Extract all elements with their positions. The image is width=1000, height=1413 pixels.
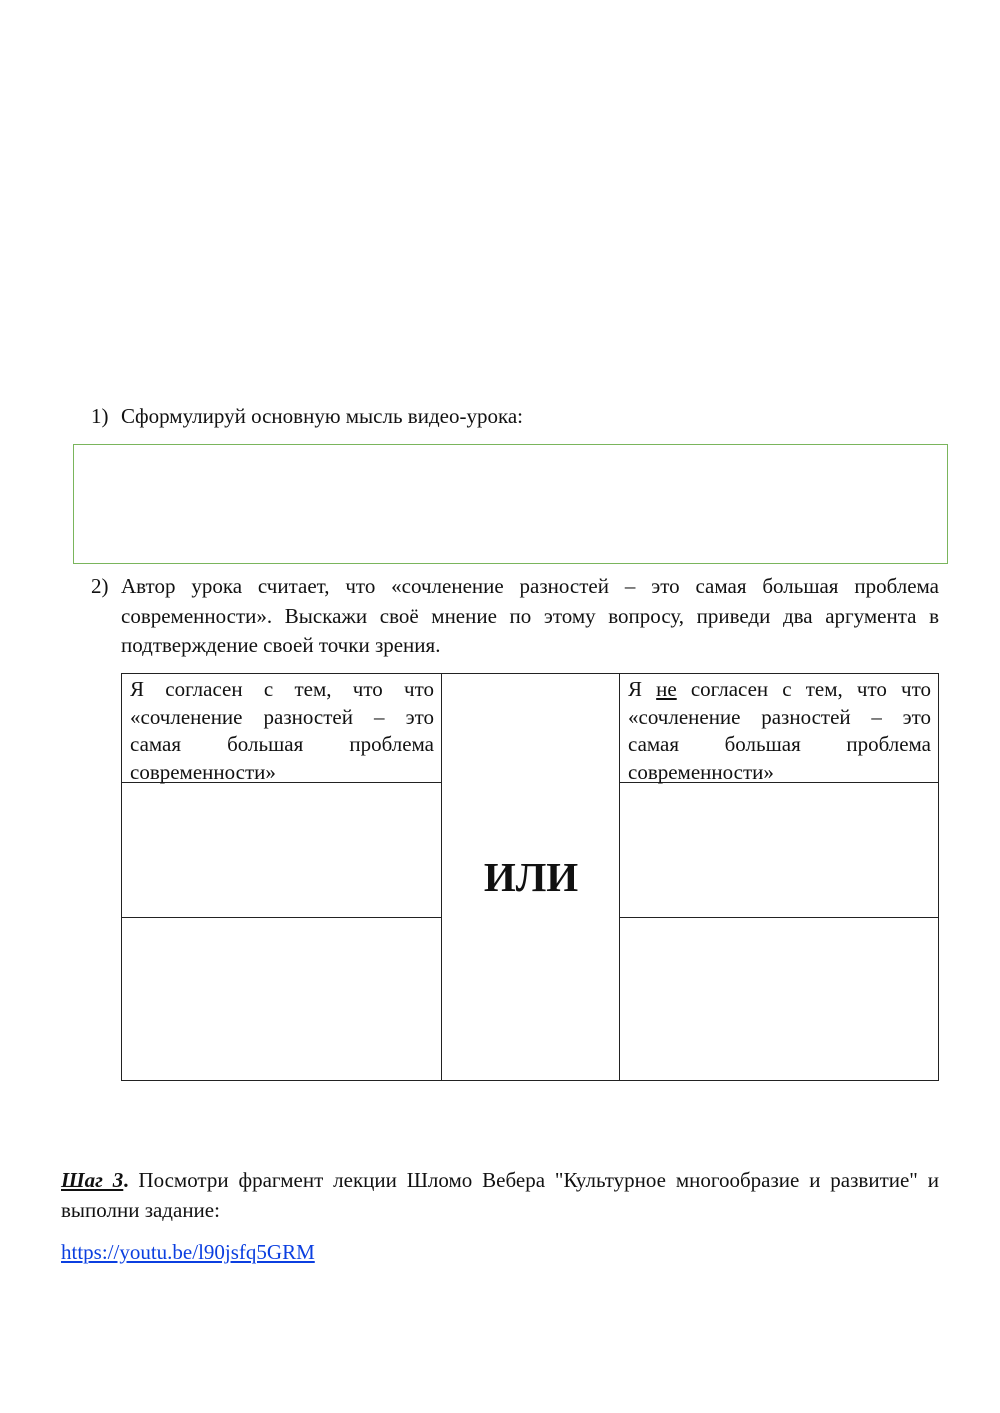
or-label: ИЛИ: [483, 854, 579, 900]
question-1-text: Сформулируй основную мысль видео-урока:: [121, 404, 523, 428]
disagree-header-cell: [628, 676, 931, 786]
question-1-number: 1): [91, 404, 109, 428]
question-1: [91, 402, 939, 432]
step-3-paragraph: [61, 1166, 939, 1225]
disagree-header-negation: не: [656, 677, 677, 701]
agree-header-text: Я согласен с тем, что что «сочленение разностей – это самая большая проблема современности»: [130, 677, 434, 784]
step-3-text: Посмотри фрагмент лекции Шломо Вебера "Культурное многообразие и развитие" и выполни задание:: [61, 1168, 939, 1222]
disagree-header-prefix: Я: [628, 677, 657, 701]
disagree-header-rest: согласен с тем, что что «сочленение разностей – это самая большая проблема современности»: [628, 677, 931, 784]
question-2-number: 2): [91, 574, 109, 598]
main-idea-answer-box[interactable]: [73, 444, 948, 564]
step-3-dot: .: [123, 1168, 129, 1192]
question-2-text: Автор урока считает, что «сочленение разностей – это самая большая проблема современности». Выскажи своё мнение по этому вопросу, приведи два аргумента в подтверждение своей точки зрения.: [121, 574, 939, 657]
agree-argument-1-cell[interactable]: [122, 783, 441, 917]
step-3-label: Шаг 3: [61, 1168, 124, 1192]
agree-argument-2-cell[interactable]: [122, 918, 441, 1080]
youtube-link[interactable]: https://youtu.be/l90jsfq5GRM: [61, 1240, 315, 1264]
question-2: [91, 572, 939, 661]
disagree-argument-2-cell[interactable]: [620, 918, 938, 1080]
agree-header-cell: [130, 676, 434, 786]
disagree-argument-1-cell[interactable]: [620, 783, 938, 917]
opinion-table: [121, 673, 939, 1081]
